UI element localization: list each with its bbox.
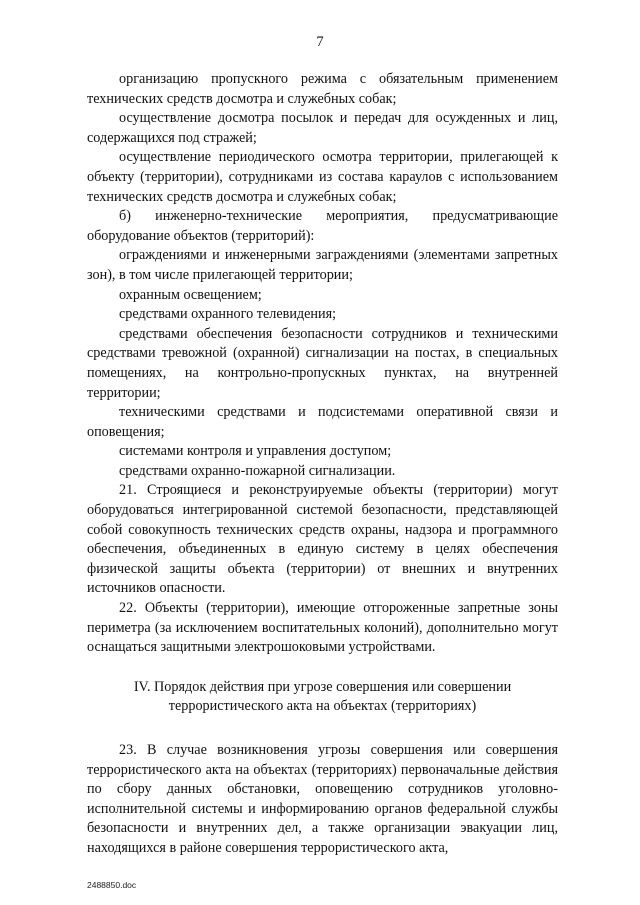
paragraph: средствами охранно-пожарной сигнализации. bbox=[119, 462, 396, 479]
file-name-footer: 2488850.doc bbox=[87, 880, 137, 890]
paragraph: 23. В случае возникновения угрозы совершения или совершения террористического акта на объектах (территориях) первоначальные действия по сбору данных обстановки, оповещению сотрудников уголовно-исполнительной системы и информированию органов федеральной службы безопасности и внутренних дел, а также организации эвакуации лиц, находящихся в районе совершения террористического акта, bbox=[87, 742, 558, 856]
spacer bbox=[87, 717, 558, 741]
section-heading bbox=[87, 678, 558, 717]
paragraph: осуществление досмотра посылок и передач для осужденных и лиц, содержащихся под стражей; bbox=[87, 110, 558, 146]
section-heading-line: IV. Порядок действия при угрозе совершения или совершении bbox=[133, 678, 512, 695]
paragraph: б) инженерно-технические мероприятия, предусматривающие оборудование объектов (территорий): bbox=[87, 208, 558, 244]
paragraph: осуществление периодического осмотра территории, прилегающей к объекту (территории), сотрудниками из состава караулов с использованием технических средств досмотра и служебных собак; bbox=[87, 149, 558, 205]
document-body bbox=[87, 70, 558, 859]
paragraph: ограждениями и инженерными заграждениями (элементами запретных зон), в том числе прилегающей территории; bbox=[87, 247, 558, 283]
paragraph: средствами охранного телевидения; bbox=[119, 306, 337, 323]
paragraph: системами контроля и управления доступом; bbox=[119, 443, 392, 460]
paragraph: охранным освещением; bbox=[119, 286, 262, 303]
section-heading-line: террористического акта на объектах (территориях) bbox=[168, 698, 477, 715]
paragraph: 22. Объекты (территории), имеющие отгороженные запретные зоны периметра (за исключением воспитательных колоний), дополнительно могут оснащаться защитными электрошоковыми устройствами. bbox=[87, 600, 558, 656]
paragraph: средствами обеспечения безопасности сотрудников и техническими средствами тревожной (охранной) сигнализации на постах, в специальных помещениях, на контрольно-пропускных пунктах, на внутренней территории; bbox=[87, 325, 558, 401]
paragraph: 21. Строящиеся и реконструируемые объекты (территории) могут оборудоваться интегрированной системой безопасности, представляющей собой совокупность технических средств охраны, надзора и программного обеспечения, объединенных в единую систему в целях обеспечения физической защиты объекта (территории) от внешних и внутренних источников опасности. bbox=[87, 482, 558, 597]
paragraph: техническими средствами и подсистемами оперативной связи и оповещения; bbox=[87, 404, 558, 440]
page-number: 7 bbox=[316, 34, 324, 50]
paragraph: организацию пропускного режима с обязательным применением технических средств досмотра и служебных собак; bbox=[87, 71, 558, 107]
